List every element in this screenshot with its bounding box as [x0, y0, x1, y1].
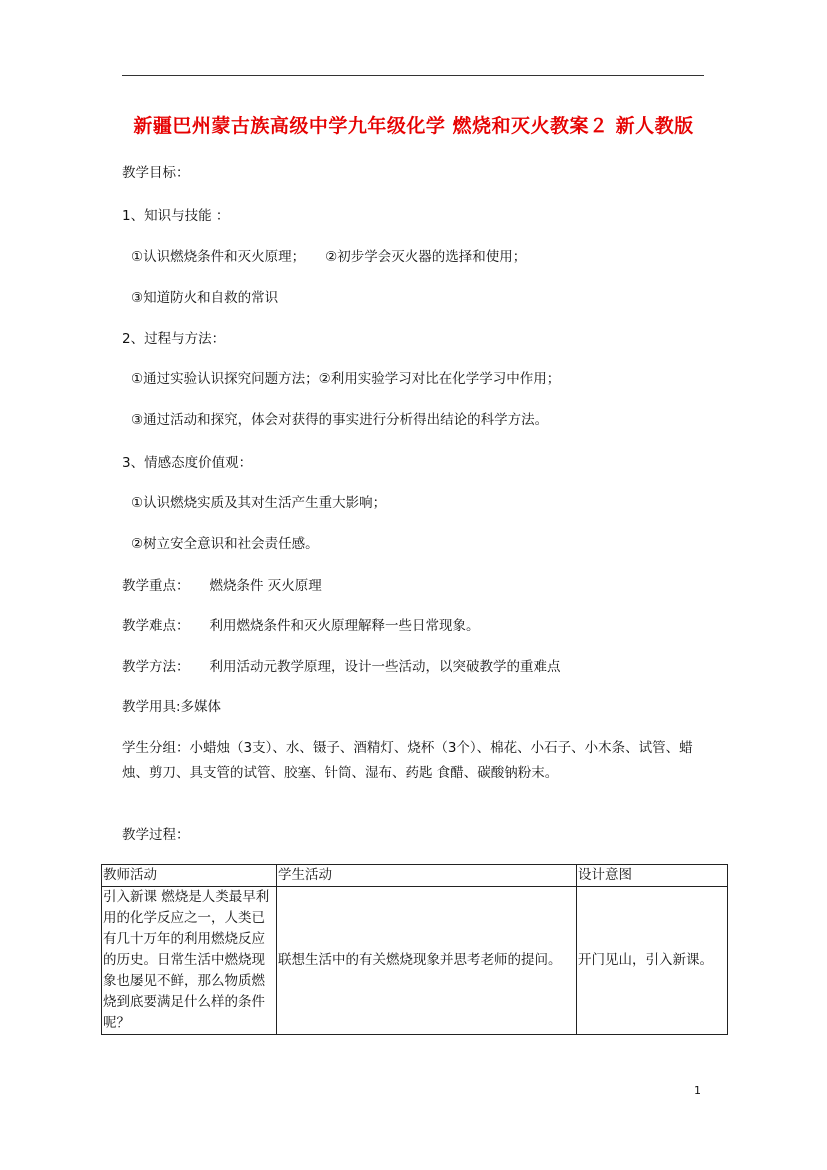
table-header-row [102, 865, 728, 887]
design-intent-cell: 开门见山，引入新课。 [577, 887, 728, 1035]
emotion-heading: 3、情感态度价值观： [122, 455, 253, 471]
knowledge-item-1: ①认识燃烧条件和灭火原理； [131, 249, 306, 265]
table-row [102, 887, 728, 1035]
header-teacher-activity: 教师活动 [102, 865, 277, 887]
header-rule [122, 75, 704, 76]
knowledge-heading: 1、知识与技能 ： [122, 208, 230, 224]
knowledge-item-2: ②初步学会灭火器的选择和使用； [325, 249, 527, 265]
header-student-activity: 学生活动 [277, 865, 577, 887]
process-heading: 教学过程： [122, 827, 190, 843]
teaching-process-table [101, 864, 728, 1035]
student-activity-cell: 联想生活中的有关燃烧现象并思考老师的提问。 [277, 887, 577, 1035]
document-title: 新疆巴州蒙古族高级中学九年级化学 燃烧和灭火教案２ 新人教版 [133, 115, 694, 137]
knowledge-items-row [131, 248, 526, 266]
difficulties-label: 教学难点： [122, 618, 190, 634]
methods-value: 利用活动元教学原理，设计一些活动，以突破教学的重难点 [209, 659, 561, 675]
header-design-intent: 设计意图 [577, 865, 728, 887]
difficulties-value: 利用燃烧条件和灭火原理解释一些日常现象。 [209, 618, 480, 634]
process-method-heading: 2、过程与方法： [122, 331, 226, 347]
tools-line: 教学用具:多媒体 [122, 699, 222, 715]
difficulties-row [122, 617, 480, 635]
emotion-item-2: ②树立安全意识和社会责任感。 [131, 536, 319, 552]
methods-label: 教学方法： [122, 659, 190, 675]
teacher-activity-cell: 引入新课 燃烧是人类最早利用的化学反应之一，人类已有几十万年的利用燃烧反应的历史。日常生活中燃烧现象也屡见不鲜，那么物质燃烧到底要满足什么样的条件呢？ [102, 887, 277, 1035]
key-points-row [122, 577, 322, 595]
student-groups-paragraph: 学生分组：小蜡烛（3支）、水、镊子、酒精灯、烧杯（3个）、棉花、小石子、小木条、试管、蜡烛、剪刀、具支管的试管、胶塞、针筒、湿布、药匙 食醋、碳酸钠粉末。 [122, 740, 693, 781]
page-number: 1 [694, 1084, 701, 1097]
methods-row [122, 658, 561, 676]
process-method-item-2: ③通过活动和探究，体会对获得的事实进行分析得出结论的科学方法。 [131, 412, 549, 428]
emotion-item-1: ①认识燃烧实质及其对生活产生重大影响； [131, 495, 387, 511]
process-method-item-1: ①通过实验认识探究问题方法；②利用实验学习对比在化学学习中作用； [131, 371, 561, 387]
key-points-label: 教学重点： [122, 578, 190, 594]
objectives-heading: 教学目标： [122, 165, 190, 181]
knowledge-item-3: ③知道防火和自救的常识 [131, 290, 279, 306]
key-points-value: 燃烧条件 灭火原理 [209, 578, 322, 594]
